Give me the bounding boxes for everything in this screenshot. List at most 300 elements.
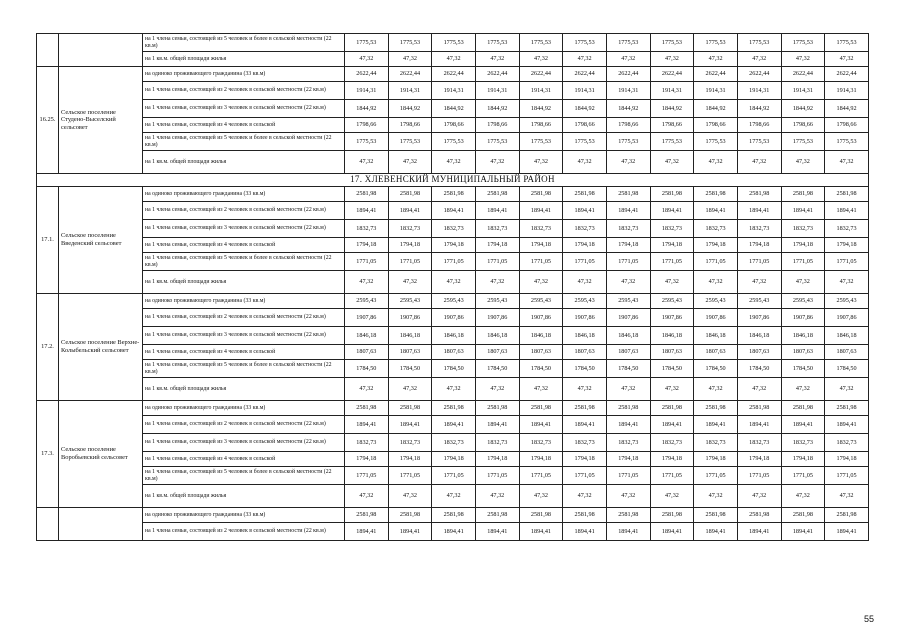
cost-value-cell: 47,32 (737, 271, 781, 294)
cost-value-cell: 1846,18 (388, 327, 432, 345)
norm-category: на 1 кв.м. общей площади жилья (143, 378, 345, 401)
cost-value-cell: 1771,05 (606, 467, 650, 485)
cost-value-cell: 1771,05 (737, 253, 781, 271)
cost-value-cell: 1844,92 (781, 100, 825, 118)
cost-value-cell: 1794,18 (694, 238, 738, 253)
cost-value-cell: 2581,98 (345, 508, 389, 523)
cost-value-cell: 2581,98 (694, 508, 738, 523)
cost-value-cell: 1798,66 (737, 118, 781, 133)
cost-value-cell: 1832,73 (781, 434, 825, 452)
cost-value-cell: 2581,98 (432, 508, 476, 523)
cost-value-cell: 1907,86 (563, 309, 607, 327)
cost-value-cell: 2581,98 (694, 187, 738, 202)
cost-value-cell: 47,32 (650, 151, 694, 174)
settlement-code: 16.25. (37, 67, 59, 174)
cost-value-cell: 47,32 (388, 52, 432, 67)
cost-value-cell: 1914,31 (388, 82, 432, 100)
cost-value-cell: 2581,98 (781, 187, 825, 202)
cost-value-cell: 1914,31 (432, 82, 476, 100)
cost-value-cell: 47,32 (781, 378, 825, 401)
cost-value-cell: 1775,53 (388, 133, 432, 151)
cost-value-cell: 47,32 (825, 271, 869, 294)
cost-value-cell: 1771,05 (345, 253, 389, 271)
cost-value-cell: 47,32 (432, 151, 476, 174)
cost-value-cell: 2622,44 (519, 67, 563, 82)
cost-value-cell: 47,32 (475, 271, 519, 294)
cost-value-cell: 2595,43 (475, 294, 519, 309)
table-row (37, 401, 869, 416)
norm-category: на 1 члена семьи, состоящей из 2 человек в сельской местности (22 кв.м) (143, 82, 345, 100)
settlement-name (59, 34, 143, 67)
cost-value-cell: 1798,66 (606, 118, 650, 133)
table-row (37, 485, 869, 508)
table-row (37, 434, 869, 452)
settlement-code (37, 508, 59, 541)
cost-value-cell: 47,32 (345, 151, 389, 174)
cost-value-cell: 47,32 (781, 52, 825, 67)
cost-value-cell: 47,32 (388, 151, 432, 174)
cost-value-cell: 2595,43 (694, 294, 738, 309)
cost-value-cell: 1914,31 (825, 82, 869, 100)
cost-value-cell: 2622,44 (345, 67, 389, 82)
cost-value-cell: 1775,53 (650, 34, 694, 52)
cost-value-cell: 1775,53 (432, 133, 476, 151)
cost-value-cell: 2581,98 (650, 401, 694, 416)
cost-value-cell: 47,32 (345, 485, 389, 508)
cost-value-cell: 1894,41 (519, 416, 563, 434)
norm-category: на 1 члена семьи, состоящей из 2 человек в сельской местности (22 кв.м) (143, 309, 345, 327)
norm-category: на одиноко проживающего гражданина (33 кв.м) (143, 187, 345, 202)
cost-value-cell: 1894,41 (694, 202, 738, 220)
cost-value-cell: 1894,41 (694, 523, 738, 541)
cost-value-cell: 1794,18 (519, 238, 563, 253)
cost-value-cell: 1832,73 (475, 434, 519, 452)
table-row (37, 452, 869, 467)
cost-value-cell: 1771,05 (825, 467, 869, 485)
cost-value-cell: 1846,18 (737, 327, 781, 345)
table-row (37, 309, 869, 327)
cost-value-cell: 1784,50 (388, 360, 432, 378)
cost-value-cell: 47,32 (606, 485, 650, 508)
cost-value-cell: 47,32 (475, 52, 519, 67)
cost-value-cell: 47,32 (825, 151, 869, 174)
cost-value-cell: 1794,18 (606, 238, 650, 253)
cost-value-cell: 1794,18 (825, 452, 869, 467)
cost-value-cell: 1846,18 (345, 327, 389, 345)
table-row (37, 34, 869, 52)
cost-value-cell: 1771,05 (781, 253, 825, 271)
cost-value-cell: 2622,44 (694, 67, 738, 82)
cost-value-cell: 2581,98 (737, 187, 781, 202)
cost-value-cell: 1832,73 (694, 220, 738, 238)
cost-value-cell: 1832,73 (563, 220, 607, 238)
cost-value-cell: 47,32 (563, 52, 607, 67)
cost-value-cell: 1775,53 (475, 34, 519, 52)
cost-value-cell: 1784,50 (432, 360, 476, 378)
table-row (37, 253, 869, 271)
cost-value-cell: 1794,18 (345, 238, 389, 253)
norm-category: на 1 члена семьи, состоящей из 4 человек в сельской (143, 238, 345, 253)
table-row (37, 508, 869, 523)
cost-value-cell: 1775,53 (345, 34, 389, 52)
cost-value-cell: 1844,92 (519, 100, 563, 118)
cost-value-cell: 2595,43 (345, 294, 389, 309)
cost-value-cell: 1775,53 (825, 133, 869, 151)
cost-value-cell: 1771,05 (694, 467, 738, 485)
cost-value-cell: 1894,41 (345, 416, 389, 434)
cost-value-cell: 47,32 (650, 52, 694, 67)
cost-value-cell: 1794,18 (650, 452, 694, 467)
cost-value-cell: 47,32 (519, 485, 563, 508)
cost-value-cell: 1914,31 (345, 82, 389, 100)
cost-value-cell: 1784,50 (694, 360, 738, 378)
cost-value-cell: 1894,41 (825, 523, 869, 541)
cost-value-cell: 1794,18 (650, 238, 694, 253)
table-row (37, 327, 869, 345)
cost-value-cell: 1798,66 (781, 118, 825, 133)
cost-value-cell: 47,32 (345, 271, 389, 294)
cost-value-cell: 47,32 (345, 52, 389, 67)
cost-value-cell: 1807,63 (475, 345, 519, 360)
cost-value-cell: 1784,50 (781, 360, 825, 378)
cost-value-cell: 47,32 (432, 378, 476, 401)
cost-value-cell: 1807,63 (388, 345, 432, 360)
cost-value-cell: 2581,98 (563, 401, 607, 416)
cost-value-cell: 47,32 (737, 485, 781, 508)
settlement-code (37, 34, 59, 67)
cost-value-cell: 1846,18 (519, 327, 563, 345)
cost-value-cell: 2595,43 (606, 294, 650, 309)
cost-value-cell: 1894,41 (606, 202, 650, 220)
norm-category: на 1 члена семьи, состоящей из 3 человек в сельской местности (22 кв.м) (143, 434, 345, 452)
cost-value-cell: 1794,18 (388, 238, 432, 253)
cost-value-cell: 1846,18 (475, 327, 519, 345)
cost-value-cell: 1846,18 (694, 327, 738, 345)
cost-value-cell: 1844,92 (825, 100, 869, 118)
cost-value-cell: 1832,73 (388, 220, 432, 238)
cost-value-cell: 1894,41 (737, 416, 781, 434)
cost-value-cell: 1914,31 (519, 82, 563, 100)
cost-value-cell: 1832,73 (519, 220, 563, 238)
norm-category: на 1 члена семьи, состоящей из 4 человек в сельской (143, 118, 345, 133)
table-row (37, 345, 869, 360)
cost-value-cell: 1794,18 (345, 452, 389, 467)
table-row (37, 133, 869, 151)
cost-value-cell: 1894,41 (519, 202, 563, 220)
cost-value-cell: 1775,53 (519, 133, 563, 151)
norm-category: на 1 члена семьи, состоящей из 5 человек и более в сельской местности (22 кв.м) (143, 360, 345, 378)
cost-value-cell: 2581,98 (475, 187, 519, 202)
table-row (37, 238, 869, 253)
cost-value-cell: 1798,66 (650, 118, 694, 133)
cost-value-cell: 1771,05 (825, 253, 869, 271)
cost-value-cell: 1775,53 (388, 34, 432, 52)
cost-value-cell: 1907,86 (825, 309, 869, 327)
cost-value-cell: 1844,92 (694, 100, 738, 118)
cost-value-cell: 47,32 (519, 378, 563, 401)
cost-value-cell: 2595,43 (563, 294, 607, 309)
cost-value-cell: 2581,98 (650, 508, 694, 523)
settlement-name: Сельское поселение Верхне-Колыбельский сельсовет (59, 294, 143, 401)
cost-value-cell: 1775,53 (519, 34, 563, 52)
table-body (37, 34, 869, 541)
cost-value-cell: 1914,31 (606, 82, 650, 100)
cost-value-cell: 1771,05 (694, 253, 738, 271)
cost-value-cell: 2581,98 (650, 187, 694, 202)
cost-value-cell: 47,32 (737, 151, 781, 174)
cost-value-cell: 47,32 (519, 52, 563, 67)
cost-value-cell: 1775,53 (694, 34, 738, 52)
cost-value-cell: 1844,92 (737, 100, 781, 118)
cost-value-cell: 47,32 (432, 485, 476, 508)
cost-value-cell: 2581,98 (563, 187, 607, 202)
cost-value-cell: 1794,18 (825, 238, 869, 253)
cost-value-cell: 2581,98 (737, 508, 781, 523)
cost-value-cell: 2581,98 (825, 508, 869, 523)
cost-value-cell: 1846,18 (563, 327, 607, 345)
cost-value-cell: 1794,18 (781, 238, 825, 253)
cost-value-cell: 47,32 (606, 378, 650, 401)
cost-value-cell: 47,32 (781, 151, 825, 174)
cost-value-cell: 1832,73 (606, 220, 650, 238)
cost-value-cell: 1784,50 (519, 360, 563, 378)
cost-value-cell: 1775,53 (825, 34, 869, 52)
cost-value-cell: 1832,73 (345, 220, 389, 238)
cost-value-cell: 2581,98 (737, 401, 781, 416)
cost-value-cell: 2581,98 (388, 508, 432, 523)
cost-value-cell: 1832,73 (650, 220, 694, 238)
cost-value-cell: 1894,41 (432, 523, 476, 541)
cost-value-cell: 1894,41 (563, 416, 607, 434)
cost-value-cell: 47,32 (694, 485, 738, 508)
cost-value-cell: 1846,18 (432, 327, 476, 345)
settlement-name: Сельское поселение Введенский сельсовет (59, 187, 143, 294)
norm-category: на 1 кв.м. общей площади жилья (143, 271, 345, 294)
cost-value-cell: 1794,18 (432, 238, 476, 253)
cost-value-cell: 1807,63 (694, 345, 738, 360)
cost-value-cell: 2581,98 (345, 401, 389, 416)
cost-value-cell: 1894,41 (737, 523, 781, 541)
cost-value-cell: 1807,63 (737, 345, 781, 360)
table-row (37, 294, 869, 309)
page-number: 55 (863, 614, 874, 624)
table-row (37, 118, 869, 133)
cost-value-cell: 1794,18 (606, 452, 650, 467)
cost-value-cell: 1798,66 (563, 118, 607, 133)
cost-value-cell: 47,32 (563, 271, 607, 294)
cost-value-cell: 2581,98 (475, 508, 519, 523)
cost-value-cell: 47,32 (825, 378, 869, 401)
cost-value-cell: 1775,53 (737, 34, 781, 52)
cost-value-cell: 1894,41 (781, 202, 825, 220)
cost-value-cell: 1894,41 (432, 202, 476, 220)
cost-value-cell: 1832,73 (694, 434, 738, 452)
cost-value-cell: 2622,44 (606, 67, 650, 82)
cost-value-cell: 2595,43 (825, 294, 869, 309)
cost-value-cell: 1832,73 (825, 434, 869, 452)
cost-value-cell: 1784,50 (606, 360, 650, 378)
cost-value-cell: 1771,05 (650, 467, 694, 485)
cost-value-cell: 2622,44 (825, 67, 869, 82)
cost-value-cell: 47,32 (606, 52, 650, 67)
cost-value-cell: 1798,66 (825, 118, 869, 133)
cost-value-cell: 2581,98 (345, 187, 389, 202)
cost-value-cell: 1907,86 (606, 309, 650, 327)
cost-value-cell: 1907,86 (475, 309, 519, 327)
cost-value-cell: 2622,44 (650, 67, 694, 82)
cost-value-cell: 1807,63 (345, 345, 389, 360)
norm-category: на одиноко проживающего гражданина (33 кв.м) (143, 508, 345, 523)
cost-value-cell: 1771,05 (475, 253, 519, 271)
cost-value-cell: 47,32 (432, 271, 476, 294)
norm-category: на 1 члена семьи, состоящей из 5 человек и более в сельской местности (22 кв.м) (143, 467, 345, 485)
norm-category: на 1 члена семьи, состоящей из 3 человек в сельской местности (22 кв.м) (143, 100, 345, 118)
cost-value-cell: 1807,63 (432, 345, 476, 360)
settlement-code: 17.3. (37, 401, 59, 508)
norm-category: на 1 члена семьи, состоящей из 4 человек в сельской (143, 452, 345, 467)
cost-value-cell: 2622,44 (475, 67, 519, 82)
cost-value-cell: 1807,63 (825, 345, 869, 360)
cost-value-cell: 1775,53 (650, 133, 694, 151)
norm-category: на 1 члена семьи, состоящей из 2 человек в сельской местности (22 кв.м) (143, 202, 345, 220)
cost-value-cell: 1844,92 (563, 100, 607, 118)
cost-value-cell: 1832,73 (475, 220, 519, 238)
cost-value-cell: 47,32 (694, 52, 738, 67)
table-row (37, 523, 869, 541)
cost-value-cell: 1794,18 (781, 452, 825, 467)
cost-value-cell: 47,32 (563, 151, 607, 174)
cost-value-cell: 1894,41 (475, 416, 519, 434)
cost-value-cell: 1784,50 (737, 360, 781, 378)
cost-value-cell: 2581,98 (606, 401, 650, 416)
table-row (37, 467, 869, 485)
cost-value-cell: 1794,18 (519, 452, 563, 467)
cost-value-cell: 2581,98 (825, 187, 869, 202)
table-row (37, 202, 869, 220)
cost-value-cell: 1794,18 (563, 452, 607, 467)
cost-value-cell: 1832,73 (563, 434, 607, 452)
cost-value-cell: 1914,31 (475, 82, 519, 100)
cost-value-cell: 47,32 (388, 271, 432, 294)
cost-value-cell: 1784,50 (825, 360, 869, 378)
cost-value-cell: 47,32 (694, 378, 738, 401)
table-row (37, 271, 869, 294)
table-row (37, 67, 869, 82)
cost-value-cell: 47,32 (650, 378, 694, 401)
cost-value-cell: 1784,50 (650, 360, 694, 378)
cost-value-cell: 1807,63 (519, 345, 563, 360)
cost-value-cell: 2581,98 (519, 508, 563, 523)
cost-value-cell: 2595,43 (432, 294, 476, 309)
cost-value-cell: 1832,73 (650, 434, 694, 452)
cost-value-cell: 2622,44 (737, 67, 781, 82)
cost-value-cell: 1771,05 (388, 253, 432, 271)
cost-value-cell: 1914,31 (563, 82, 607, 100)
cost-value-cell: 1894,41 (737, 202, 781, 220)
cost-value-cell: 1894,41 (345, 202, 389, 220)
cost-value-cell: 1832,73 (388, 434, 432, 452)
cost-value-cell: 1771,05 (475, 467, 519, 485)
cost-value-cell: 1846,18 (781, 327, 825, 345)
cost-value-cell: 47,32 (737, 52, 781, 67)
norm-category: на 1 члена семьи, состоящей из 3 человек в сельской местности (22 кв.м) (143, 220, 345, 238)
cost-value-cell: 1771,05 (563, 467, 607, 485)
norm-category: на 1 члена семьи, состоящей из 5 человек и более в сельской местности (22 кв.м) (143, 253, 345, 271)
cost-value-cell: 2581,98 (388, 187, 432, 202)
cost-value-cell: 1771,05 (432, 467, 476, 485)
table-row (37, 52, 869, 67)
cost-value-cell: 2581,98 (519, 187, 563, 202)
cost-value-cell: 1798,66 (475, 118, 519, 133)
settlement-name (59, 508, 143, 541)
cost-value-cell: 1775,53 (781, 133, 825, 151)
cost-value-cell: 1784,50 (345, 360, 389, 378)
cost-value-cell: 1832,73 (737, 434, 781, 452)
cost-value-cell: 1907,86 (781, 309, 825, 327)
cost-value-cell: 1798,66 (519, 118, 563, 133)
cost-value-cell: 1846,18 (606, 327, 650, 345)
cost-value-cell: 1894,41 (388, 202, 432, 220)
cost-value-cell: 1771,05 (606, 253, 650, 271)
norm-category: на одиноко проживающего гражданина (33 кв.м) (143, 294, 345, 309)
cost-value-cell: 47,32 (650, 485, 694, 508)
cost-value-cell: 2581,98 (606, 187, 650, 202)
norm-category: на 1 члена семьи, состоящей из 5 человек и более в сельской местности (22 кв.м) (143, 133, 345, 151)
cost-value-cell: 2581,98 (475, 401, 519, 416)
table-row (37, 416, 869, 434)
cost-value-cell: 1771,05 (388, 467, 432, 485)
cost-value-cell: 2595,43 (388, 294, 432, 309)
cost-value-cell: 1794,18 (475, 452, 519, 467)
norm-category: на одиноко проживающего гражданина (33 кв.м) (143, 401, 345, 416)
cost-value-cell: 1798,66 (388, 118, 432, 133)
cost-value-cell: 1907,86 (737, 309, 781, 327)
cost-value-cell: 1807,63 (781, 345, 825, 360)
cost-value-cell: 47,32 (694, 271, 738, 294)
cost-value-cell: 2595,43 (737, 294, 781, 309)
cost-value-cell: 2581,98 (781, 508, 825, 523)
cost-value-cell: 1775,53 (781, 34, 825, 52)
cost-value-cell: 2581,98 (432, 401, 476, 416)
cost-value-cell: 1832,73 (825, 220, 869, 238)
cost-value-cell: 1832,73 (781, 220, 825, 238)
cost-value-cell: 47,32 (606, 271, 650, 294)
cost-value-cell: 1807,63 (563, 345, 607, 360)
norm-category: на 1 члена семьи, состоящей из 2 человек в сельской местности (22 кв.м) (143, 523, 345, 541)
cost-value-cell: 1775,53 (694, 133, 738, 151)
cost-value-cell: 47,32 (519, 151, 563, 174)
cost-value-cell: 47,32 (737, 378, 781, 401)
norm-category: на 1 кв.м. общей площади жилья (143, 52, 345, 67)
cost-value-cell: 1914,31 (737, 82, 781, 100)
cost-value-cell: 1794,18 (694, 452, 738, 467)
cost-value-cell: 47,32 (475, 485, 519, 508)
cost-value-cell: 47,32 (563, 378, 607, 401)
cost-value-cell: 1914,31 (650, 82, 694, 100)
cost-value-cell: 47,32 (825, 485, 869, 508)
cost-value-cell: 1844,92 (650, 100, 694, 118)
cost-value-cell: 47,32 (388, 485, 432, 508)
cost-value-cell: 1894,41 (825, 202, 869, 220)
document-page (36, 33, 868, 541)
cost-value-cell: 2581,98 (781, 401, 825, 416)
cost-value-cell: 47,32 (606, 151, 650, 174)
cost-value-cell: 47,32 (345, 378, 389, 401)
cost-value-cell: 1894,41 (781, 416, 825, 434)
cost-value-cell: 1794,18 (563, 238, 607, 253)
cost-value-cell: 1784,50 (475, 360, 519, 378)
cost-value-cell: 2581,98 (388, 401, 432, 416)
